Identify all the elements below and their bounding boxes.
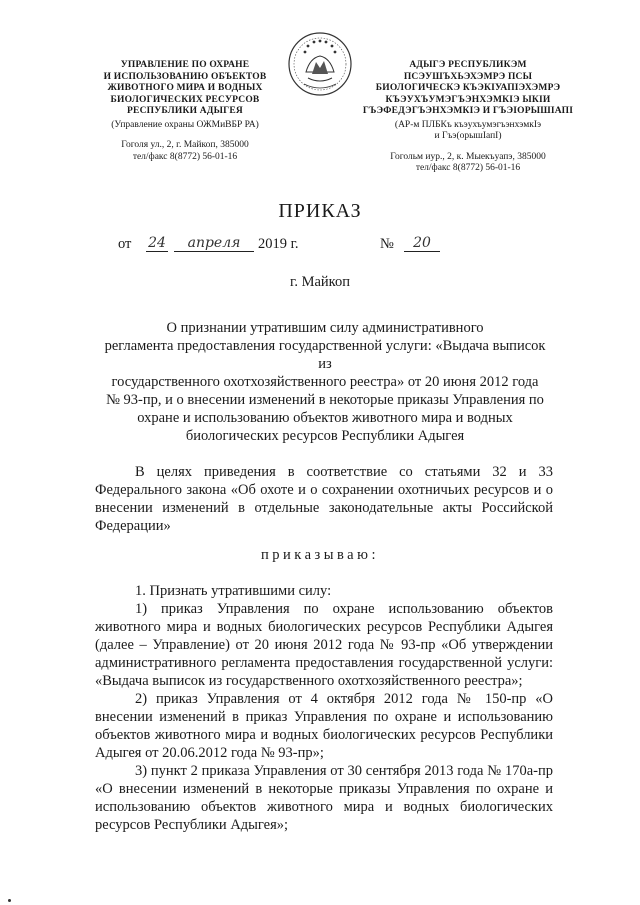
list-item: 3) пункт 2 приказа Управления от 30 сентября 2013 года № 170а-пр «О внесении изменений в некоторые приказы Управления по охране и использованию объектов животного мира и водных биологических ресурсов Республики Адыгея»; bbox=[95, 763, 553, 833]
header-right bbox=[358, 60, 578, 175]
date-month: апреля bbox=[174, 236, 254, 252]
list-item: 2) приказ Управления от 4 октября 2012 года № 150-пр «О внесении изменений в приказ Управления по охране и использованию объектов животного мира и водных биологических ресурсов Республики Адыгея от 20.06.2012 года № 93-пр»; bbox=[95, 691, 553, 761]
preamble-paragraph: В целях приведения в соответствие со статьями 32 и 33 Федерального закона «Об охоте и о сохранении охотничьих ресурсов и о внесении изменений в отдельные законодательные акты Российской Федерации» bbox=[95, 464, 553, 534]
number-label: № bbox=[380, 236, 394, 252]
city: г. Майкоп bbox=[290, 274, 350, 290]
org-short-name-adyghe: (АР-м ПЛБКъ къэухъумэгъэнхэмкIэ и Гъэ(орышIапI) bbox=[394, 119, 542, 141]
org-short-name: (Управление охраны ОЖМиВБР РА) bbox=[111, 119, 259, 130]
date-number-line bbox=[118, 236, 538, 258]
list-item: 1) приказ Управления по охране использованию объектов животного мира и водных биологических ресурсов Республики Адыгея (далее – Управление) от 20 июня 2012 года № 93-пр «Об утверждении административного регламента предоставления государственной услуги: «Выдача выписок из государственного охотхозяйственного реестра»; bbox=[95, 601, 553, 689]
date-from-label: от bbox=[118, 236, 132, 252]
header-left bbox=[80, 60, 290, 163]
order-word: приказываю: bbox=[261, 547, 379, 563]
date-day: 24 bbox=[146, 236, 168, 252]
order-number: 20 bbox=[404, 236, 440, 252]
date-year: 2019 г. bbox=[258, 236, 299, 252]
org-name-russian: УПРАВЛЕНИЕ ПО ОХРАНЕ И ИСПОЛЬЗОВАНИЮ ОБЪЕКТОВ ЖИВОТНОГО МИРА И ВОДНЫХ БИОЛОГИЧЕСКИХ РЕСУРСОВ РЕСПУБЛИКИ АДЫГЕЯ bbox=[103, 60, 267, 116]
scan-artifact bbox=[8, 899, 11, 902]
coat-of-arms-icon bbox=[286, 28, 354, 100]
org-address-adyghe: Гогольм иур., 2, к. Мыекъуапэ, 385000 тел/факс 8(8772) 56-01-16 bbox=[390, 151, 546, 173]
org-name-adyghe: АДЫГЭ РЕСПУБЛИКЭМ ПСЭУШЪХЬЭХЭМРЭ ПСЫ БИОЛОГИЧЕСКЭ КЪЭКIУАПIЭХЭМРЭ КЪЭУХЪУМЭГЪЭНХЭМКIЭ ЫКIИ ГЪЭФЕДЭГЪЭНХЭМКIЭ И ГЪЭIОРЫШIАПI bbox=[362, 60, 574, 116]
order-subject: О признании утратившим силу административного регламента предоставления государственной услуги: «Выдача выписок из государственного охотхозяйственного реестра» от 20 июня 2012 года № 93-пр, и о внесении изменений в некоторые приказы Управления по охране и использованию объектов животного мира и водных биологических ресурсов Республики Адыгея bbox=[104, 320, 546, 444]
document-title: ПРИКАЗ bbox=[278, 200, 362, 222]
org-address: Гоголя ул., 2, г. Майкоп, 385000 тел/факс 8(8772) 56-01-16 bbox=[121, 140, 249, 162]
item-1-heading: 1. Признать утратившими силу: bbox=[135, 583, 332, 599]
